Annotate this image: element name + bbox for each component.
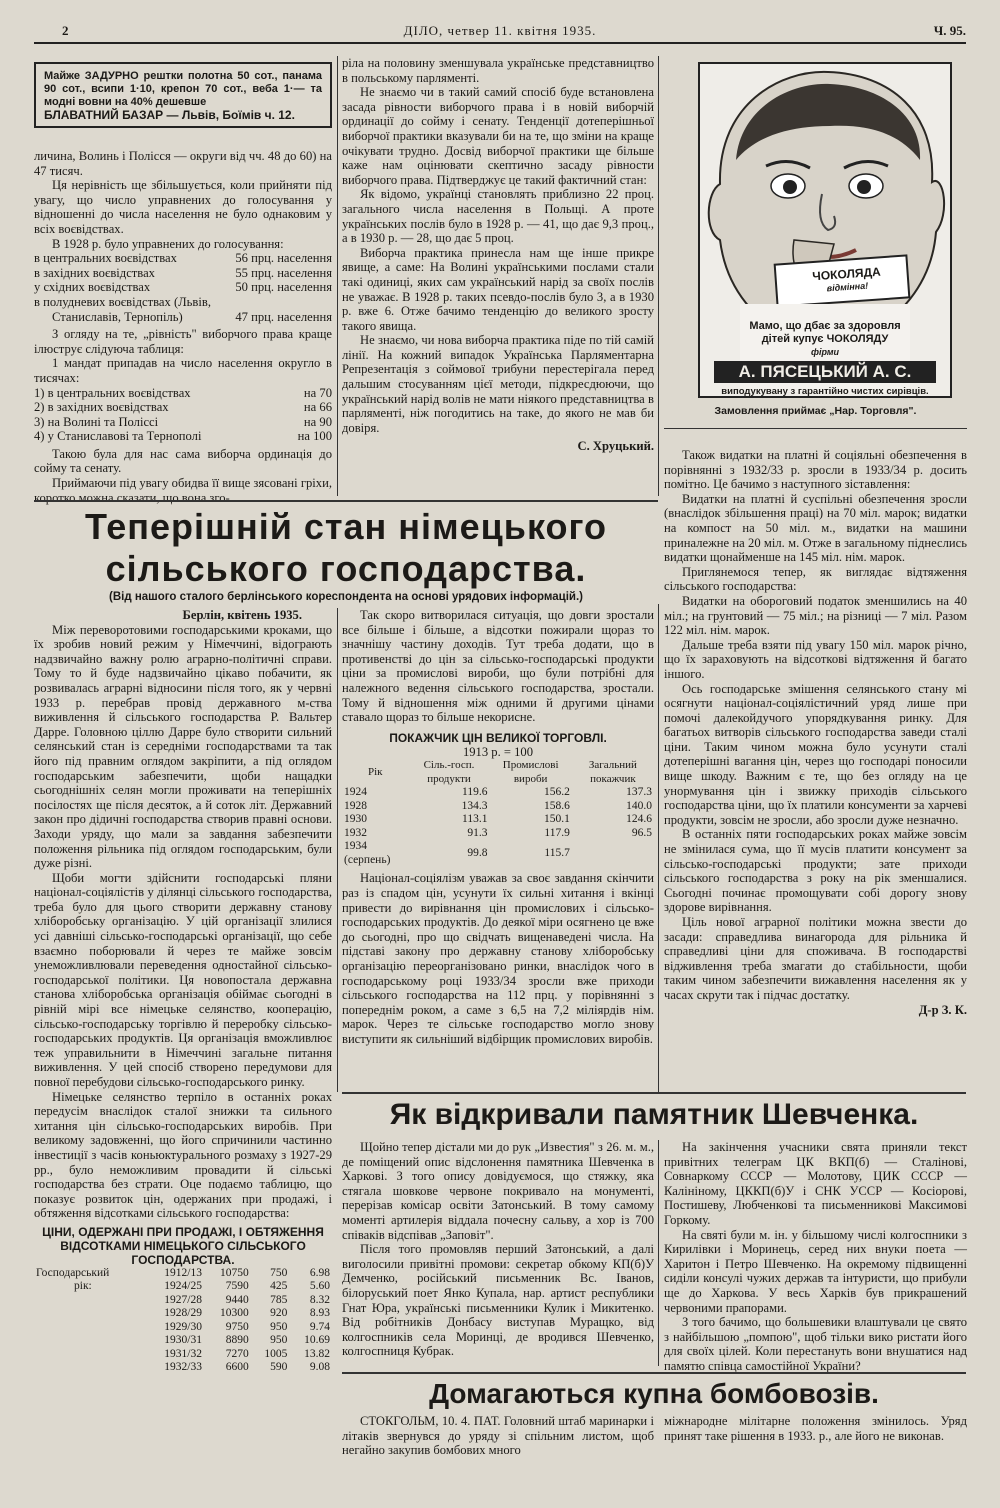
paragraph: Після того промовляв перший Затонський, а далі виголосили привітні промови: секретар обкому КП(б)У Демченко, російський письменник Вс. Іванов, білоруський поет Янко Купала, нар. артист республики Гнат Юра, українські письменники Кулик і Микитенко. Від робітників Донбасу виступав Муращко, від колгоспників села Моринці, де вродився Шевченко, колгоспниця Кубрак.: [342, 1242, 654, 1359]
list-item: в центральних воєвідствах 56 прц. населення: [34, 251, 332, 266]
paragraph: Не знаємо, чи нова виборча практика піде по тій самій лінії. На кожний випадок Українська Парляментарна Репрезентація з соймової трибуни перестерігала перед дальшим стосуванням цієї методи, підкресдюючи, що український нарід волів не мати ніякого представництва в парляменті, ніж погодитись на таке, до якого не мав би довіря.: [342, 333, 654, 435]
paragraph: На святі були м. ін. у більшому числі колгоспники з Кирилівки і Моринець, серед них внуки поета — Харитон і Петро Шевченко. На окремому підвищенні сиділи консулі чужих держав та інтуристи, що прибули ще до Харкова. У весь Харків був прикрашений червоними прапорами.: [664, 1227, 967, 1315]
table-row: 1924 119.6 156.2 137.3: [344, 786, 652, 799]
paragraph: Ця нерівність ще збільшується, коли прийняти під увагу, що число управнених до голосування у відношенні до числа населення не було однаковим у всіх воєвідствах.: [34, 178, 332, 236]
paragraph: Видатки на платні й суспільні обезпечення зросли (внаслідок збільшення праці) на 70 міл. марок; видатки на компост на 50 міл. м., видатки на машини приналежне на 20 міл. м. Отже в загальному піднеслись видатки щонайменше на 145 міл. нім. марок.: [664, 491, 967, 565]
column-rule: [658, 56, 659, 496]
paragraph: Дальше треба взяти під увагу 150 міл. марок річно, що їх зараховують на відсоткові відтяження й багато іншого.: [664, 637, 967, 681]
table-row: 1928 134.3 158.6 140.0: [344, 799, 652, 812]
table-base-year: 1913 р. = 100: [462, 744, 534, 759]
table-row: 1932 91.3 117.9 96.5: [344, 826, 652, 839]
mandate-list: [34, 386, 332, 444]
paragraph: Між переворотовими господарськими кроками, що їх зробив новий режим у Німеччині, відограють надзвичайно важну ролю аграрно-політичні справи. Тому то й буде надзвичайно цікаво побачити, як розвивалась аграрні відносини після того, як у червні 1933 р. перебрав провід державного м-ства виживлення й сільського господарства Р. Вальтер Дарре. Головною ціллю Дарре було створити сильний селянський стан із середніми господарствами та так його під правним оглядом закріпити, а під оглядом господарським забезпечити, щоби нащадки сьогоднішніх селян могли проживати на теперішніх посілостях ще після десяток, а й соток літ. Державний закон про дідичні господарства створив правні основи. Заходи уряду, що мали за завдання забезпечити положення рільника під оглядом господарським, були дуже різні.: [34, 622, 332, 871]
table-row: 1930/31 8890 950 10.69: [164, 1334, 330, 1347]
list-item: 3) на Волині та Поліссі на 90: [34, 414, 332, 429]
election-article-col1: [34, 149, 332, 505]
issue-number: Ч. 95.: [933, 23, 966, 38]
table-row: 1932/33 6600 590 9.08: [164, 1361, 330, 1374]
paragraph: З того бачимо, що большевики влаштували це свято з найбільшою „помпою", щоб тільки вико ристати його для своїх цілей. Коли перестануть вони внушатися над памятю співца самостійної України?: [664, 1315, 967, 1373]
list-item: у східних воєвідствах 50 прц. населення: [34, 280, 332, 295]
list-item: Станиславів, Тернопіль) 47 прц. населення: [52, 309, 332, 324]
table-row: 1928/29 10300 920 8.93: [164, 1307, 330, 1320]
subtitle-agriculture: (Від нашого сталого берлінського кореспондента на основі урядових інформацій.): [109, 591, 583, 603]
table-row: 1929/30 9750 950 9.74: [164, 1320, 330, 1333]
paragraph: Щоби могти здійснити господарські пляни націонал-соціялістів у ділянці сільського господарства, треба було для цього створити державну станову хліборобську організацію. У цій організації злилися усі давніші сільсько-господарські організації, що себе взаємно поборювали й через те майже зовсім унеможливлювали переведення одностайної сільсько-господарської політики. Ця новопостала державна станова хліборобська організація обіймає сьогодні в рівній мірі все німецьке селянство, кооперацію, сільсько-господарську торгівлю й переробку сільсько-господарських продуктів. Ця організація вможливлює теж управильнити в Німеччині загальне питання виживлення. У цей спосіб створено передумови для повної перебудови сільсько-господарського ринку.: [34, 870, 332, 1089]
table-title-index: ПОКАЖЧИК ЦІН ВЕЛИКОЇ ТОРГОВЛІ.: [389, 730, 607, 745]
bombers-article-colE: [342, 1414, 654, 1458]
agriculture-article-colB: [342, 608, 654, 1046]
agriculture-article-col3: [664, 448, 967, 1017]
paragraph: міжнародне мілітарне положення змінилось. Уряд принят таке рішення в 1933. р., але його не виконав.: [664, 1414, 967, 1443]
section-rule: [342, 1092, 966, 1094]
table-row: 1931/32 7270 1005 13.82: [164, 1347, 330, 1360]
agriculture-article-colA: [34, 608, 332, 1375]
paragraph: Не знаємо чи в такий самий спосіб буде встановлена засада рівности виборчого права і в новій виборчій ординації до сойму і сенату. Тенденції дотеперішньої виборчої практики вказували би на те, що зміни на краще очікувати трудно. Досвід виборчої практики ще більше каже нам оцінювати скептично засаду рівности виборчого права. Підтверджує це такий фактичний стан:: [342, 85, 654, 187]
table-row: 1930 113.1 150.1 124.6: [344, 813, 652, 826]
chocolate-bar-label: ЧОКОЛЯДА відмінна!: [811, 264, 882, 294]
list-item: 4) у Станиславові та Тернополі на 100: [34, 429, 332, 444]
list-item: в західних воєвідствах 55 прц. населення: [34, 265, 332, 280]
masthead: ДІЛО, четвер 11. квітня 1935.: [403, 23, 597, 38]
brand-name: А. ПЯСЕЦЬКИЙ А. С.: [714, 361, 936, 383]
column-rule: [337, 56, 338, 496]
header-rule: [34, 42, 966, 44]
paragraph: Видатки на обороговий податок зменшились на 40 міл.; на грунтовий — 75 міл.; на різниці — 7 міл. Разом 122 міл. нім. марок.: [664, 593, 967, 638]
page-number: 2: [62, 23, 69, 38]
author-signature: С. Хруцький.: [577, 439, 654, 454]
list-item: 1) в центральних воєвідствах на 70: [34, 385, 332, 400]
paragraph: Приглянемося тепер, як виглядає відтяження сільського господарства:: [664, 564, 967, 594]
paragraph: Ціль нової аграрної політики можна звести до засади: справедлива винагорода для рільника й справедливі ціни для споживача. В господарстві відживлення треба змагати до стабільности, щоби таким чином забезпечити вижавлення населення як у часах скрути так і підчас достатку.: [664, 915, 967, 1002]
paragraph: Виборча практика принесла нам ще інше прикре явище, а саме: На Волині українськими послами стали такі одиниці, яких сам український нарід за своїх послів не уважає. В 1928 р. таких псевдо-послів було 3, а в 1930 р. вже 6. Отже бачимо тенденцію до великого зросту такого явища.: [342, 245, 654, 333]
paragraph: На закінчення учасники свята приняли текст привітних телеграм ЦК ВКП(б) — Сталінові, Совнаркому СССР — Молотову, ЦИК СССР — Калініному, ЦККП(б)У і СНК УССР — Косіорові, Постишеву, Любченкові та письменникові Максимові Горкому.: [664, 1140, 967, 1227]
paragraph: Як відомо, українці становлять приблизно 22 проц. загального числа населення в Польщі. А проте українських послів було в 1928 р. — 41, що дає 9,3 проц., а в 1930 р. — 28, що дає 5 проц.: [342, 187, 654, 246]
ad-rule: [664, 428, 967, 429]
paragraph: В останніх пяти господарських роках майже зовсім не змінилася сума, що її мусів платити консумент за сільсько-господарські продукти; зате приходи сільського господарства з року на рік зменшалися. Сьогодні починає промощувати собі дорогу знову здорове вирівнання.: [664, 827, 967, 915]
headline-agriculture: Теперішній стан німецького сільського господарства.: [85, 506, 607, 589]
table-header-row: Рік Сіль.-госп. продукти Промислові вироби Загальний покажчик: [368, 759, 637, 785]
bombers-article-colF: [664, 1414, 967, 1443]
prices-table: [34, 1267, 332, 1375]
paragraph: В 1928 р. було управнених до голосування:: [52, 236, 284, 251]
bazaar-advertisement: [34, 62, 332, 128]
eligibility-list: [34, 251, 332, 324]
paragraph: Щойно тепер дістали ми до рук „Известия" з 26. м. м., де поміщений опис відслонення памятника Шевченка в Харкові. З того опису довідуємося, що стяжку, яка стягала шовкове червоне покривало на монументі, перерізав комісар освіти Затонський. В тому самому моменті артилерія віддала почесну сальву, а хор із 700 співаків відспівав „Заповіт".: [342, 1140, 654, 1242]
list-item: 2) в західних воєвідствах на 66: [34, 400, 332, 415]
table-row: 1927/28 9440 785 8.32: [164, 1293, 330, 1306]
shevchenko-article-colD: [664, 1140, 967, 1374]
paragraph: З огляду на те, „рівність" виборчого права краще ілюструє слідуюча таблиця:: [34, 327, 332, 356]
paragraph: личина, Волинь і Полісся — округи від чч. 48 до 60) на 47 тисяч.: [34, 149, 332, 178]
paragraph: Німецьке селянство терпіло в останніх роках передусім внаслідок сталої знижки та сильного хитання цін сільсько-господарських виробів. При великому задовженні, що його спричинили частинно інвестиції з часів коньюктурального розмаху з 1927-29 рр., було неможливим провадити й сільські господарства без страти. Оце подаємо таблицю, що показує розвиток цін, одержаних при продажі, і обтяження відсотками сільського господарства:: [34, 1089, 332, 1221]
bazaar-ad-address: БЛАВАТНИЙ БАЗАР — Львів, Боїмів ч. 12.: [44, 108, 295, 122]
section-rule: [34, 500, 658, 502]
shevchenko-article-colC: [342, 1140, 654, 1359]
paragraph: Такою була для нас сама виборча ординація до сойму та сенату.: [34, 446, 332, 476]
paragraph: Націонал-соціялізм уважав за своє завдання скінчити раз із спадом цін, усунути їх сильні хитання і вкінці привести до вирівнання цін промислових і сільсько-господарських продуктів. До деякої міри осягнено це вже до сьогодні, про що свідчать вищенаведені числа. На підставі закону про державну станову хліборобську організацію переорганізовано ринки, внаслідок чого в господарському році 1933/34 зросли вже приходи сільського господарства на 112 прц. у порівнянні з попереднім роком, а саме з 6,5 на 7,2 міліярдів нім. марок. Через те сільське господарство могло знову виступити як сильніший відбірщик промислових виробів.: [342, 871, 654, 1046]
paragraph: Також видатки на платні й соціяльні обезпечення в порівнянні з 1932/33 р. зросли в 1933/34 р. досить помітно. Це бачимо з наступного зіставлення:: [664, 448, 967, 492]
bazaar-ad-text: Майже ЗАДУРНО рештки полотна 50 сот., панама 90 сот., всипи 1·10, крепон 70 сот., веба 1·— та модні вовни на 40% дешевше: [44, 70, 322, 108]
column-rule: [658, 1140, 659, 1366]
section-rule: [342, 1372, 966, 1374]
column-rule: [658, 604, 659, 1092]
table-title-prices: ЦІНИ, ОДЕРЖАНІ ПРИ ПРОДАЖІ, І ОБТЯЖЕННЯ ВІДСОТКАМИ НІМЕЦЬКОГО СІЛЬСЬКОГО ГОСПОДАРСТВА.: [42, 1224, 324, 1267]
paragraph: Ось господарське змішення селянського стану мі осягнути націонал-соціялістичний уряд лише при помочі далекойдучого упорядкування ринку. Для багатьох витворів сільського господарства заведи сталі ціни. Таким чином можна було усунути сталі дотеперішні вагання цін, через що господарі поносили вище шкоду. Важним є те, що без огляду на це унормування цін і звижку приходів сільського господарства ціни, що їх платили консументи за харчеві продукти, зовсім не зросли, або зросли дуже незначно.: [664, 681, 967, 827]
chocolate-ad-caption: Замовлення приймає „Нар. Торговля".: [714, 405, 917, 417]
paragraph: Так скоро витворилася ситуація, що довги зростали все більше і більше, а відсотки пожирали щораз то значнішу частину доходів. Тут треба додати, що в противенстві до цін за сільсько-господарські продукти ціни за промислові вироби, що були потрібні для належного ведення сільського господарства, зростали. Тому й відношення між одними й другими цінами ставало щораз то більше некорисне.: [342, 608, 654, 725]
column-rule: [337, 608, 338, 1092]
chocolate-ad-text: Мамо, що дбає за здоровля дітей купує ЧОКОЛЯДУ фірми А. ПЯСЕЦЬКИЙ А. С. виподукувану з гарантійно чистих сирівців.: [700, 320, 950, 398]
paragraph: ріла на половину зменшувала українське представництво в польському парляменті.: [342, 56, 654, 85]
author-signature: Д-р З. К.: [918, 1002, 967, 1017]
table-row: 1934 (серпень) 99.8 115.7: [344, 840, 570, 866]
paragraph: Приймаючи під увагу обидва її вище зясовані гріхи, коротко можна сказати, що вона зго-: [34, 476, 332, 505]
paragraph: СТОКГОЛЬМ, 10. 4. ПАТ. Головний штаб маринарки і літаків звернувся до уряду зі спільним листом, щоб негайно закупив бомбових много: [342, 1414, 654, 1458]
table-row: рік: 1924/25 7590 425 5.60: [74, 1280, 330, 1293]
list-item: в полудневих воєвідствах (Львів,: [34, 294, 211, 309]
table-row: Господарський 1912/13 10750 750 6.98: [36, 1266, 330, 1279]
paragraph: 1 мандат припадав на число населення округло в тисячах:: [34, 356, 332, 385]
price-index-table: [342, 759, 654, 867]
page-header: [34, 24, 966, 44]
dateline: Берлін, квітень 1935.: [182, 608, 302, 622]
chocolate-advertisement: [698, 62, 952, 398]
election-article-col2: [342, 56, 654, 454]
headline-shevchenko: Як відкривали памятник Шевченка.: [389, 1098, 919, 1131]
headline-bombers: Домагаються купна бомбовозів.: [429, 1378, 879, 1409]
